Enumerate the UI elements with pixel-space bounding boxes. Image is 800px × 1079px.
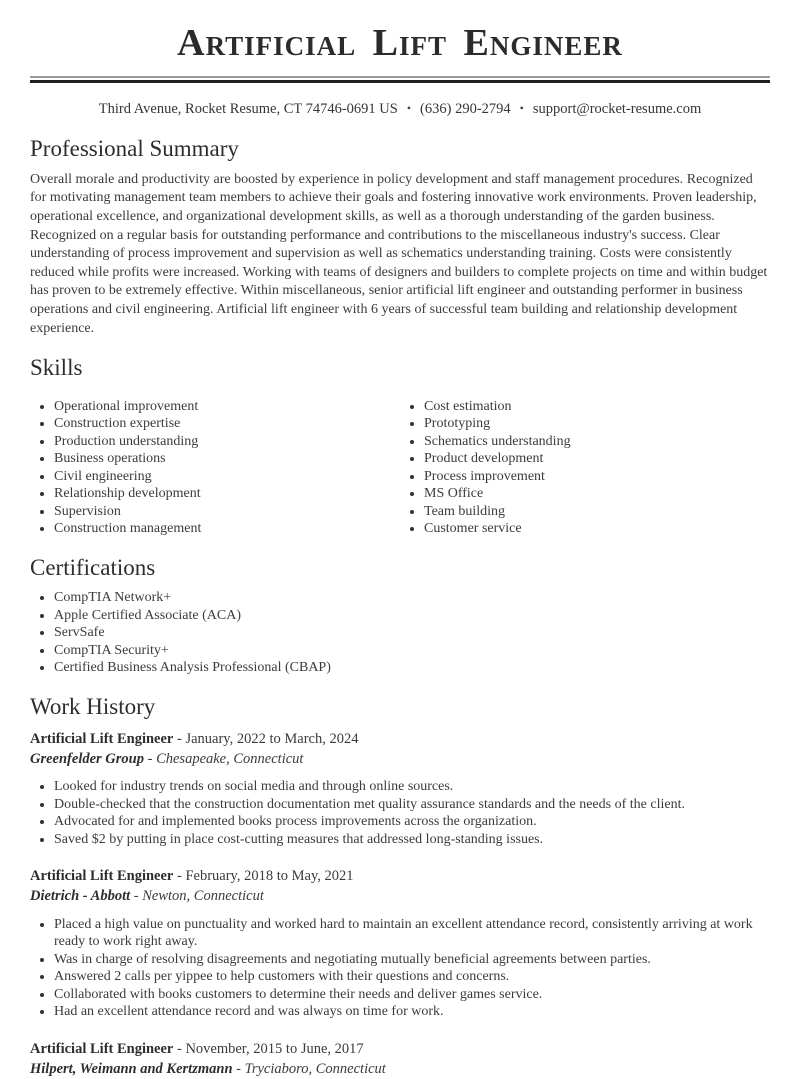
work-history-heading: Work History (30, 693, 156, 719)
resume-title: Artificial Lift Engineer (177, 22, 623, 64)
skill-item: • Supervision (54, 503, 400, 521)
contact-line (30, 99, 770, 119)
skill-item: • Customer service (424, 520, 770, 538)
job-bullet-list (30, 916, 770, 1021)
certifications-heading: Certifications (30, 554, 156, 580)
skill-item: • Team building (424, 503, 770, 521)
skill-item: • Relationship development (54, 485, 400, 503)
job-dates: - November, 2015 to June, 2017 (176, 1040, 364, 1057)
certification-item: • CompTIA Security+ (54, 642, 770, 660)
job-company-line (30, 886, 770, 906)
job-bullet: • Answered 2 calls per yippee to help customers with their questions and concerns. (54, 968, 770, 986)
skill-item: • MS Office (424, 485, 770, 503)
bullet-separator-icon: • (406, 100, 412, 115)
job-entry (30, 729, 770, 849)
certification-item: • CompTIA Network+ (54, 589, 770, 607)
contact-phone: (636) 290-2794 (420, 100, 511, 117)
job-title: Artificial Lift Engineer (30, 730, 174, 747)
summary-heading: Professional Summary (30, 136, 239, 162)
certification-item: • ServSafe (54, 624, 770, 642)
job-company: Greenfelder Group (30, 750, 144, 767)
skill-item: • Civil engineering (54, 468, 400, 486)
skill-item: • Process improvement (424, 468, 770, 486)
job-bullet: • Saved $2 by putting in place cost-cutting measures that addressed long-standing issues. (54, 831, 770, 849)
job-bullet: • Was in charge of resolving disagreements and negotiating mutually beneficial agreements between parties. (54, 951, 770, 969)
certifications-list (30, 589, 770, 677)
skill-item: • Cost estimation (424, 398, 770, 416)
job-bullet: • Had an excellent attendance record and was always on time for work. (54, 1003, 770, 1021)
skill-item: • Production understanding (54, 433, 400, 451)
job-bullet: • Advocated for and implemented books process improvements across the organization. (54, 813, 770, 831)
skills-list-right (400, 398, 770, 538)
job-entry (30, 1039, 770, 1079)
contact-email: support@rocket-resume.com (532, 100, 702, 117)
skills-grid (30, 390, 770, 538)
skill-item: • Construction expertise (54, 415, 400, 433)
skill-item: • Product development (424, 450, 770, 468)
job-location: - Chesapeake, Connecticut (147, 750, 304, 767)
job-company: Hilpert, Weimann and Kertzmann (30, 1061, 233, 1078)
job-bullet: • Double-checked that the construction documentation met quality assurance standards and the needs of the client. (54, 796, 770, 814)
job-title: Artificial Lift Engineer (30, 1040, 174, 1057)
skills-list-left (30, 398, 400, 538)
resume-page (0, 24, 800, 1079)
skill-item: • Construction management (54, 520, 400, 538)
job-company: Dietrich - Abbott (30, 888, 131, 905)
skill-item: • Business operations (54, 450, 400, 468)
skills-heading: Skills (30, 355, 83, 381)
header-divider (30, 76, 770, 83)
job-title-line (30, 729, 770, 749)
job-company-line (30, 1059, 770, 1079)
bullet-separator-icon: • (519, 100, 524, 115)
certification-item: • Certified Business Analysis Professional (CBAP) (54, 659, 770, 677)
job-entry (30, 866, 770, 1021)
job-dates: - February, 2018 to May, 2021 (176, 868, 354, 885)
skill-item: • Prototyping (424, 415, 770, 433)
job-title: Artificial Lift Engineer (30, 868, 174, 885)
job-bullet: • Collaborated with books customers to determine their needs and deliver games service. (54, 986, 770, 1004)
job-location: - Newton, Connecticut (133, 888, 264, 905)
job-dates: - January, 2022 to March, 2024 (176, 730, 359, 747)
skill-item: • Operational improvement (54, 398, 400, 416)
job-bullet: • Looked for industry trends on social media and through online sources. (54, 778, 770, 796)
job-company-line (30, 749, 770, 769)
summary-text: Overall morale and productivity are boosted by experience in policy development and staff management procedures. Recognized for motivating management team members to achieve their goals and fostering innovative work environments. Proven leadership, operational excellence, and organizational development skills, as well as a thorough understanding of the garden business. Recognized on a regular basis for outstanding performance and contributions to the miscellaneous industry's success. Clear understanding of process improvement and supervision as well as schematics understanding training. Costs were consistently reduced while profits were increased. Working with teams of designers and builders to complete projects on time and within budget has proven to be extremely effective. Within miscellaneous, senior artificial lift engineer and outstanding performer in business operations and civil engineering. Artificial lift engineer with 6 years of successful team building and relationship development experience. (30, 171, 768, 336)
certification-item: • Apple Certified Associate (ACA) (54, 607, 770, 625)
contact-address: Third Avenue, Rocket Resume, CT 74746-0691 US (98, 100, 398, 117)
skill-item: • Schematics understanding (424, 433, 770, 451)
job-title-line (30, 866, 770, 886)
job-title-line (30, 1039, 770, 1059)
job-bullet-list (30, 778, 770, 848)
job-bullet: • Placed a high value on punctuality and worked hard to maintain an excellent attendance record, consistently arriving at work ready to work right away. (54, 916, 770, 951)
job-location: - Tryciaboro, Connecticut (236, 1061, 386, 1078)
